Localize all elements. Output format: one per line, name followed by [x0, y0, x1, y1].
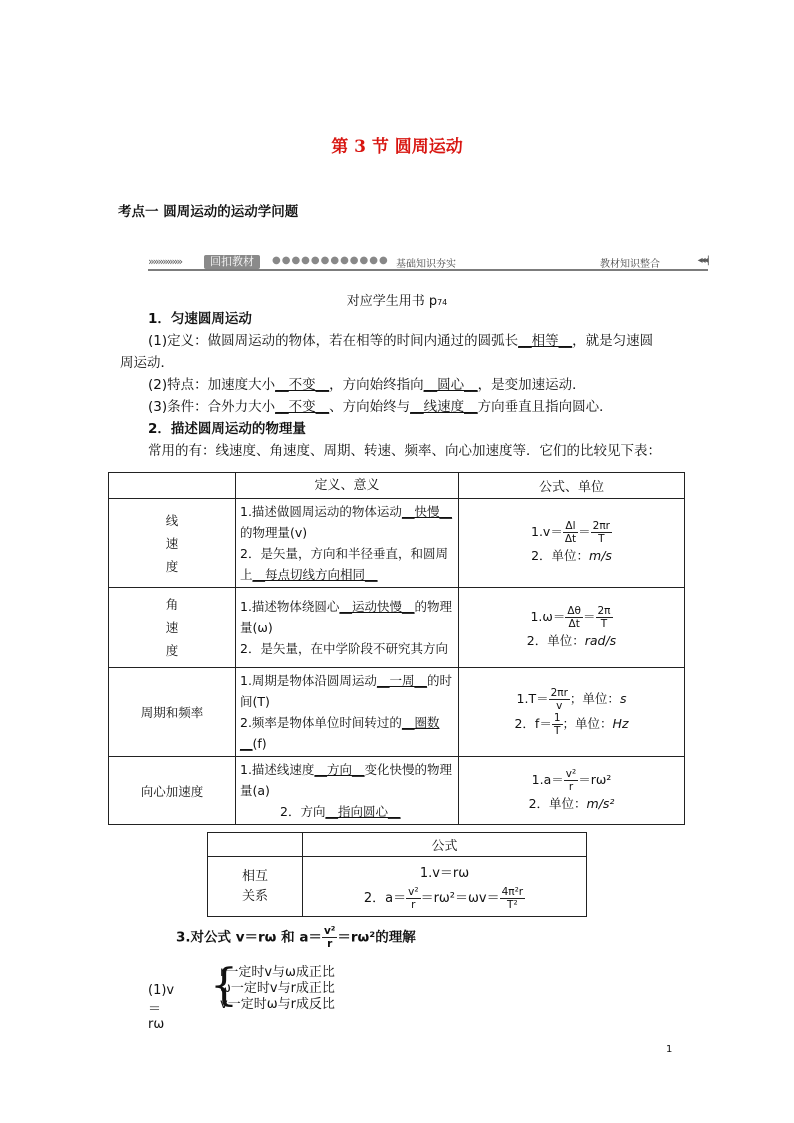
book-reference-text: 对应学生用书 p: [346, 294, 438, 309]
text: 2．是矢量，在中学阶段不研究其方向: [240, 641, 448, 656]
table-row: [109, 588, 685, 668]
numerator: 2πr: [550, 687, 568, 699]
physical-quantities-table: [108, 472, 685, 825]
denominator: r: [327, 938, 333, 950]
brace-line: v一定时ω与r成反比: [220, 997, 335, 1012]
answer-blank: __不变__: [275, 377, 330, 393]
text: 1.描述物体绕圆心: [240, 599, 340, 614]
banner-right-label: 教材知识整合: [600, 259, 660, 270]
denominator: r: [568, 780, 574, 793]
fraction: [500, 886, 526, 911]
text: 2．单位：: [528, 795, 587, 811]
unit: m/s²: [586, 795, 615, 811]
text: ＝: [578, 524, 591, 539]
table-header-row: [109, 473, 685, 499]
unit: rad/s: [584, 632, 617, 648]
table-header-row: [208, 833, 587, 857]
text: 1.描述线速度: [240, 762, 315, 777]
book-reference: [0, 290, 794, 309]
answer-blank: __相等__: [518, 333, 573, 349]
text: 2．f＝: [514, 716, 552, 731]
banner-tag: 回扣教材: [204, 255, 260, 269]
row-formula: [459, 499, 685, 588]
text: 2.频率是物体单位时间转过的: [240, 715, 402, 730]
sec2-heading: 2．描述圆周运动的物理量: [148, 421, 306, 437]
text: ，是变加速运动．: [477, 377, 586, 393]
numerator: Δl: [563, 520, 578, 533]
text: 1.v＝rω: [419, 866, 470, 881]
denominator: T²: [507, 899, 518, 911]
numerator: v²: [408, 886, 419, 898]
section-banner: [148, 255, 708, 271]
section-subhead: 考点一 圆周运动的运动学问题: [118, 204, 299, 220]
sec1-feature: [120, 374, 680, 396]
row-name: 角 速 度: [109, 588, 236, 668]
text: 、方向始终与: [329, 399, 411, 415]
denominator: Δt: [568, 617, 580, 630]
answer-blank: __指向圆心__: [325, 804, 401, 819]
text: 2．a＝: [363, 891, 407, 906]
table-row: [109, 757, 685, 825]
banner-mid-label: 基础知识夯实: [396, 259, 456, 270]
table-header: 公式、单位: [459, 473, 685, 499]
text: ＝rω²: [578, 771, 612, 787]
answer-blank: __线速度__: [410, 399, 478, 415]
fraction: [564, 768, 578, 793]
row-definition: [236, 668, 459, 757]
text: 2．是矢量，方向和半径垂直，和圆周上: [240, 546, 448, 582]
text: ＝rω²＝ωv＝: [420, 891, 500, 906]
unit: m/s: [589, 548, 612, 563]
page-number: 1: [666, 1044, 673, 1055]
fraction: [565, 605, 583, 630]
fraction: [406, 886, 420, 911]
text: 1.描述做圆周运动的物体运动: [240, 504, 402, 519]
text: ，方向始终指向: [329, 377, 424, 393]
text: 2．单位：: [531, 548, 590, 563]
numerator: 4π²r: [501, 886, 524, 898]
numerator: Δθ: [567, 604, 581, 617]
table-header: [109, 473, 236, 499]
brace-line: r一定时v与ω成正比: [220, 965, 335, 980]
fraction: [563, 520, 578, 545]
text: 2．单位：: [526, 632, 585, 648]
sec1-definition: [120, 330, 680, 352]
row-name: 向心加速度: [109, 757, 236, 825]
text: ；单位：: [569, 691, 620, 706]
text: 2．方向: [280, 804, 326, 819]
table-row: [208, 857, 587, 917]
arrows-icon: ◂◂◂|: [697, 255, 708, 266]
text: 1.周期是物体沿圆周运动: [240, 673, 377, 688]
text: ，就是匀速圆: [572, 333, 654, 349]
denominator: Δt: [564, 533, 577, 545]
row-definition: [236, 588, 459, 668]
brace-lines: [220, 965, 380, 1013]
text: (1)定义：做圆周运动的物体，若在相等的时间内通过的圆弧长: [148, 333, 519, 349]
brace-icon: {: [210, 960, 238, 1011]
row-formula: [303, 857, 587, 917]
row-name: 相互 关系: [208, 857, 303, 917]
answer-blank: __圈数__: [240, 715, 440, 751]
unit: s: [619, 691, 627, 706]
answer-blank: __每点切线方向相同__: [252, 567, 378, 582]
text: 1.T＝: [516, 691, 549, 706]
brace-lhs: (1)v＝rω: [148, 983, 175, 1032]
text: 1.ω＝: [530, 608, 566, 624]
row-name: 线 速 度: [109, 499, 236, 588]
answer-blank: __方向__: [314, 762, 365, 777]
row-formula: [459, 668, 685, 757]
text: 的物理量(ω): [240, 599, 452, 635]
table-row: [109, 668, 685, 757]
text: 变化快慢的物理量(a): [240, 762, 452, 798]
text: (3)条件：合外力大小: [148, 399, 276, 415]
text: 1.v＝: [531, 524, 563, 539]
text: 3.对公式 v＝rω 和 a＝: [176, 929, 322, 946]
sec3-heading: [176, 925, 736, 950]
text: ＝rω²的理解: [337, 929, 416, 946]
text: 的时间(T): [240, 673, 452, 709]
fraction: [552, 712, 563, 737]
denominator: T: [598, 533, 605, 545]
book-reference-page: 74: [437, 298, 448, 307]
sec1-heading: 1．匀速圆周运动: [148, 311, 252, 327]
numerator: 1: [553, 712, 561, 724]
text: 方向垂直且指向圆心．: [477, 399, 613, 415]
dots-icon: ●●●●●●●●●●●●: [272, 255, 389, 266]
answer-blank: __运动快慢__: [339, 599, 415, 614]
page-title: 第 3 节 圆周运动: [331, 137, 463, 157]
text: (2)特点：加速度大小: [148, 377, 276, 393]
numerator: 2πr: [592, 520, 610, 532]
text: ＝: [582, 608, 596, 624]
row-formula: [459, 588, 685, 668]
fraction: [591, 520, 612, 545]
fraction: [322, 925, 337, 950]
denominator: T: [600, 617, 608, 630]
sec1-condition: [120, 396, 680, 418]
denominator: v: [556, 700, 563, 712]
answer-blank: __快慢__: [401, 504, 452, 519]
row-definition: [236, 499, 459, 588]
table-header: 定义、意义: [236, 473, 459, 499]
answer-blank: __一周__: [376, 673, 427, 688]
denominator: T: [553, 725, 561, 737]
sec1-definition-cont: 周运动．: [120, 355, 174, 371]
relation-table: [207, 832, 587, 917]
text: 1.a＝: [531, 771, 564, 787]
row-formula: [459, 757, 685, 825]
numerator: v²: [565, 767, 577, 780]
unit: Hz: [612, 716, 629, 731]
table-header: 公式: [303, 833, 587, 857]
numerator: v²: [323, 925, 336, 937]
row-definition: [236, 757, 459, 825]
numerator: 2π: [597, 604, 611, 617]
arrows-icon: »»»»»»»: [148, 255, 182, 268]
text: (f): [252, 736, 267, 751]
row-name: 周期和频率: [109, 668, 236, 757]
fraction: [549, 687, 570, 712]
text: ；单位：: [562, 716, 613, 731]
fraction: [596, 605, 613, 630]
text: 的物理量(v): [240, 525, 308, 540]
sec2-intro: 常用的有：线速度、角速度、周期、转速、频率、向心加速度等．它们的比较见下表：: [148, 443, 661, 459]
answer-blank: __圆心__: [423, 377, 478, 393]
brace-line: ω一定时v与r成正比: [220, 981, 335, 996]
table-row: [109, 499, 685, 588]
answer-blank: __不变__: [275, 399, 330, 415]
denominator: r: [411, 899, 416, 911]
table-header-empty: [208, 833, 303, 857]
